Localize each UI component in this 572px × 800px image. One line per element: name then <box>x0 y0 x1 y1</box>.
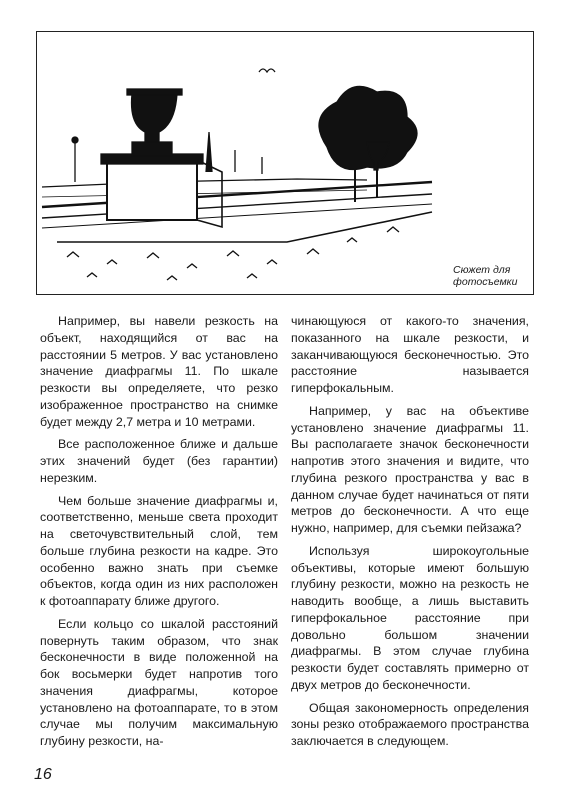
paragraph: Чем больше значение диафрагмы и, соответственно, меньше света проходит на светочувствительный слой, тем больше глубина резкости на кадре. Это особенно важно знать при съемке объектов, когда один из них расположен к фотоаппарату ближе другого. <box>40 493 278 608</box>
left-column <box>40 313 278 756</box>
paragraph: Используя широкоугольные объективы, которые имеют большую глубину резкости, можно на резкость не наводить вообще, а лишь выставить гиперфокальное расстояние при довольно большом значении диафрагмы. В этом случае глубина резкости будет составлять примерно от двух метров до бесконечности. <box>291 543 529 692</box>
paragraph: Если кольцо со шкалой расстояний повернуть таким образом, что знак бесконечности в виде положенной на бок восьмерки будет напротив того значения диафрагмы, которое установлено на фотоаппарате, то в этом случае мы получим максимальную глубину резкости, на- <box>40 616 278 748</box>
landscape-illustration <box>37 32 532 293</box>
paragraph-continuation: чинающуюся от какого-то значения, показанного на шкале резкости, и заканчивающуюся бесконечностью. Это расстояние называется гиперфокальным. <box>291 314 529 395</box>
paragraph: Общая закономерность определения зоны резко отображаемого пространства заключается в следующем. <box>291 700 529 748</box>
page-number: 16 <box>34 766 52 783</box>
paragraph: Все расположенное ближе и дальше этих значений будет (без гарантии) нерезким. <box>40 437 278 485</box>
right-column <box>291 313 529 756</box>
illustration-frame <box>36 31 534 295</box>
paragraph: Например, вы навели резкость на объект, находящийся от вас на расстоянии 5 метров. У вас установлено значение диафрагмы 11. По шкале резкости вы определяете, что резко изображенное пространство на снимке будет между 2,7 метра и 10 метрами. <box>40 314 278 429</box>
paragraph: Например, у вас на объективе установлено значение диафрагмы 11. Вы располагаете значок бесконечности напротив этого значения и видите, что глубина резкого пространства у вас в данном случае будет начинаться от пяти метров до бесконечности. А что еще нужно, например, для съемки пейзажа? <box>291 403 529 535</box>
figure-caption: Сюжет для фотосъемки <box>453 264 518 288</box>
